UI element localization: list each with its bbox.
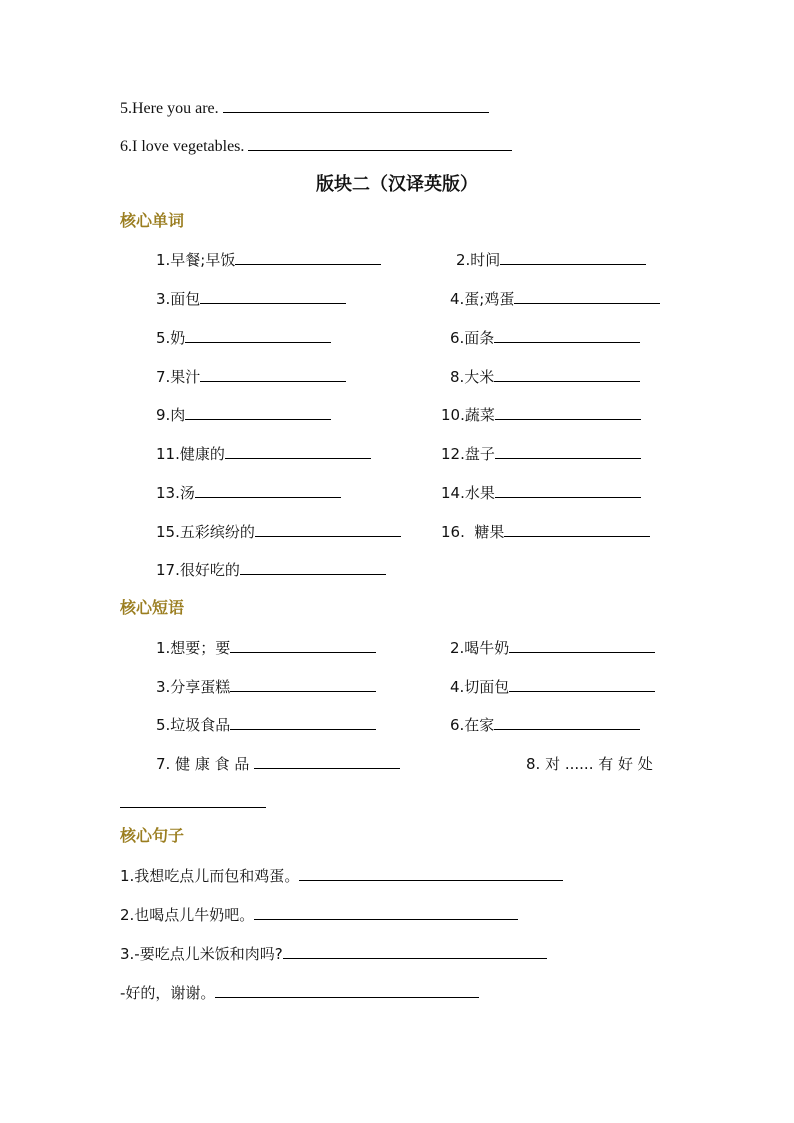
answer-blank[interactable] <box>495 405 641 420</box>
phrase-item: 1.想要；要 <box>156 638 376 658</box>
answer-blank[interactable] <box>248 136 512 151</box>
word-item: 6.面条 <box>450 328 640 348</box>
sentence-item: 3.-要吃点儿米饭和肉吗? <box>120 944 547 964</box>
word-item: 2.时间 <box>456 250 646 270</box>
word-item: 15.五彩缤纷的 <box>156 522 401 542</box>
answer-blank[interactable] <box>495 483 641 498</box>
phrase-item: 5.垃圾食品 <box>156 715 376 735</box>
answer-blank[interactable] <box>230 638 376 653</box>
phrase-item: 4.切面包 <box>450 677 655 697</box>
word-item: 3.面包 <box>156 289 346 309</box>
word-item: 9.肉 <box>156 405 331 425</box>
word-item: 17.很好吃的 <box>156 560 386 580</box>
phrase-item: 2.喝牛奶 <box>450 638 655 658</box>
phrase-item: 8. 对 ...... 有 好 处 <box>526 755 653 773</box>
word-item: 1.早餐;早饭 <box>156 250 381 270</box>
word-item: 7.果汁 <box>156 367 346 387</box>
word-item: 8.大米 <box>450 367 640 387</box>
sentence-item: 1.我想吃点儿而包和鸡蛋。 <box>120 866 563 886</box>
word-item: 12.盘子 <box>441 444 641 464</box>
section-heading-sentences: 核心句子 <box>120 826 185 845</box>
exercise-line <box>120 98 489 119</box>
answer-blank[interactable] <box>185 405 331 420</box>
answer-blank[interactable] <box>509 638 655 653</box>
answer-blank[interactable] <box>494 328 640 343</box>
word-item: 16. 糖果 <box>441 522 650 542</box>
answer-blank[interactable] <box>495 444 641 459</box>
block-title: 版块二（汉译英版） <box>316 174 478 195</box>
answer-blank[interactable] <box>230 677 376 692</box>
answer-blank[interactable] <box>223 98 489 113</box>
section-heading-phrases: 核心短语 <box>120 598 185 617</box>
answer-blank[interactable] <box>225 444 371 459</box>
answer-blank[interactable] <box>509 677 655 692</box>
answer-blank[interactable] <box>255 522 401 537</box>
answer-blank[interactable] <box>283 944 547 959</box>
sentence-item: 2.也喝点儿牛奶吧。 <box>120 905 518 925</box>
answer-blank[interactable] <box>494 367 640 382</box>
section-heading-words: 核心单词 <box>120 211 185 230</box>
word-item: 4.蛋;鸡蛋 <box>450 289 660 309</box>
phrase-item: 7. 健 康 食 品 <box>156 754 400 774</box>
word-item: 5.奶 <box>156 328 331 348</box>
answer-blank[interactable] <box>500 250 646 265</box>
answer-blank[interactable] <box>504 522 650 537</box>
answer-blank[interactable] <box>235 250 381 265</box>
word-item: 13.汤 <box>156 483 341 503</box>
answer-blank[interactable] <box>200 367 346 382</box>
answer-blank[interactable] <box>514 289 660 304</box>
answer-blank[interactable] <box>299 866 563 881</box>
word-item: 10.蔬菜 <box>441 405 641 425</box>
answer-blank[interactable] <box>120 807 266 808</box>
answer-blank[interactable] <box>254 754 400 769</box>
answer-blank[interactable] <box>230 715 376 730</box>
answer-blank[interactable] <box>185 328 331 343</box>
word-item: 11.健康的 <box>156 444 371 464</box>
sentence-item: -好的，谢谢。 <box>120 983 479 1003</box>
answer-blank[interactable] <box>195 483 341 498</box>
word-item: 14.水果 <box>441 483 641 503</box>
answer-blank[interactable] <box>215 983 479 998</box>
answer-blank[interactable] <box>494 715 640 730</box>
answer-blank[interactable] <box>240 560 386 575</box>
exercise-prompt: 6.I love vegetables. <box>120 138 249 155</box>
answer-blank[interactable] <box>200 289 346 304</box>
exercise-prompt: 5.Here you are. <box>120 100 223 117</box>
answer-blank[interactable] <box>254 905 518 920</box>
exercise-line <box>120 136 512 157</box>
phrase-item: 3.分享蛋糕 <box>156 677 376 697</box>
phrase-item: 6.在家 <box>450 715 640 735</box>
